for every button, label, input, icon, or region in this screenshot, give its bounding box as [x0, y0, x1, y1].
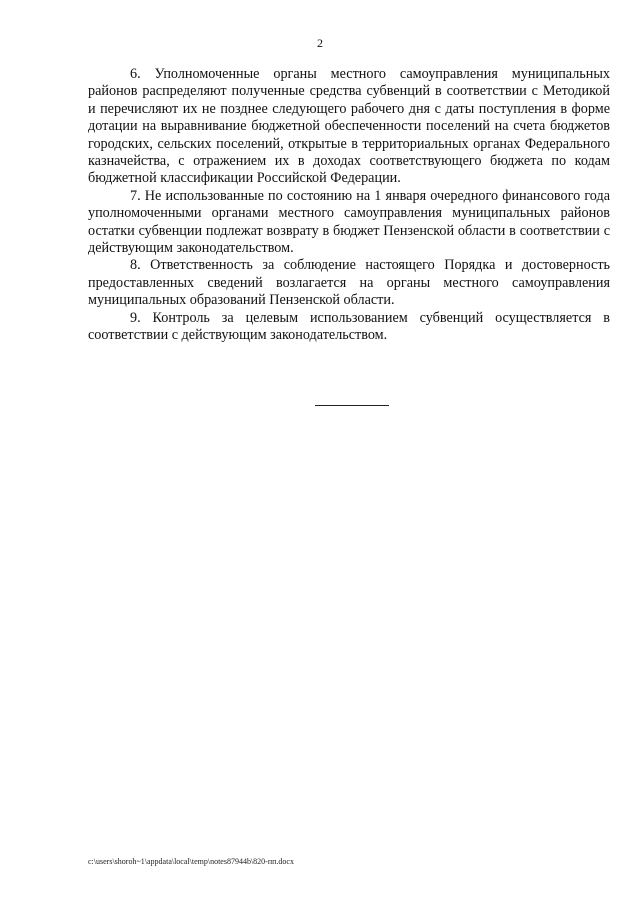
document-body: [88, 66, 610, 345]
paragraph-7: 7. Не использованные по состоянию на 1 января очередного финансового года уполномоченными органами местного самоуправления муниципальных районов остатки субвенции подлежат возврату в бюджет Пензенской области в соответствии с действующим законодательством.: [88, 187, 610, 257]
page-number: 2: [317, 36, 323, 50]
footer-file-path: c:\users\shoroh~1\appdata\local\temp\notes87944b\820-пп.docx: [88, 857, 294, 866]
paragraph-9: 9. Контроль за целевым использованием субвенций осуществляется в соответствии с действующим законодательством.: [88, 309, 610, 344]
paragraph-6: 6. Уполномоченные органы местного самоуправления муниципальных районов распределяют полученные средства субвенций в соответствии с Методикой и перечисляют их не позднее следующего рабочего дня с даты поступления в форме дотации на выравнивание бюджетной обеспеченности поселений на счета бюджетов городских, сельских поселений, открытые в территориальных органах Федерального казначейства, с отражением их в доходах соответствующего бюджета по кодам бюджетной классификации Российской Федерации.: [88, 66, 610, 187]
paragraph-8: 8. Ответственность за соблюдение настоящего Порядка и достоверность предоставленных сведений возлагается на органы местного самоуправления муниципальных образований Пензенской области.: [88, 257, 610, 309]
end-of-document-rule: [315, 405, 389, 406]
